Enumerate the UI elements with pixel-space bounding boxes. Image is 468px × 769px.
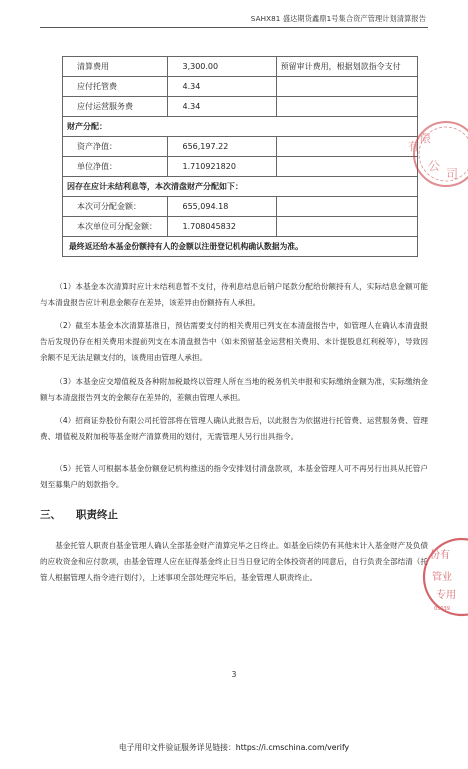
row-label: 清算费用 xyxy=(63,57,168,77)
table-row xyxy=(63,77,418,97)
liquidation-table xyxy=(62,56,418,257)
table-row xyxy=(63,97,418,117)
row-note xyxy=(276,217,417,237)
row-value: 1.710921820 xyxy=(168,157,276,177)
page-number: 3 xyxy=(231,670,237,679)
table-row xyxy=(63,157,418,177)
svg-text:03039: 03039 xyxy=(434,606,450,612)
section-heading xyxy=(40,507,118,522)
row-label: 本次可分配金额： xyxy=(63,197,168,217)
document-header: SAHX81 盛达期货鑫鼎1号集合资产管理计划清算报告 xyxy=(250,14,426,23)
svg-text:专用: 专用 xyxy=(436,590,456,601)
row-note: 预留审计费用，根据划款指令支付 xyxy=(276,57,417,77)
note-paragraph-3: （3）本基金应交增值税及各种附加税最终以管理人所在当地的税务机关申报和实际缴纳金额为准，实际缴纳金额与本清盘报告列支的金额存在差异的，差额由管理人承担。 xyxy=(40,377,428,402)
svg-text:公: 公 xyxy=(428,159,441,173)
note-paragraph-1: （1）本基金本次清算时应计未结利息暂不支付，待利息结息后销户尾款分配给份额持有人，实际结息金额可能与本清盘报告应计利息金额存在差异，该差异由份额持有人承担。 xyxy=(40,282,428,307)
section-row xyxy=(63,177,418,197)
table-row xyxy=(63,137,418,157)
row-label: 本次单位可分配金额： xyxy=(63,217,168,237)
row-note xyxy=(276,97,417,117)
table-row xyxy=(63,217,418,237)
row-value: 656,197.22 xyxy=(168,137,276,157)
svg-text:有: 有 xyxy=(408,140,419,153)
section-row xyxy=(63,117,418,137)
row-value: 4.34 xyxy=(168,77,276,97)
header-rule xyxy=(40,27,428,28)
svg-text:管业: 管业 xyxy=(432,572,452,583)
closing-paragraph: 基金托管人职责自基金管理人确认全部基金财产清算完毕之日终止。如基金后续仍有其他未计入基金财产及负债的应收资金和应付款项，由基金管理人应在征得基金终止日当日登记的全体投资者的同意后，自行负责全部结清（托管人根据管理人指令进行划付），上述事项全部处理完毕后，基金管理人职责终止。 xyxy=(40,541,428,582)
row-label: 应付托管费 xyxy=(63,77,168,97)
note-paragraph-2: （2）截至本基金本次清算基准日，预估需要支付的相关费用已列支在本清盘报告中，如管理人在确认本清盘报告后发现仍存在相关费用未提前列支在本清盘报告中（如未预留基金运营相关费用、未计提股息红利税等），导致因余额不足无法足额支付的，该费用由管理人承担。 xyxy=(40,321,428,362)
note-paragraph-5: （5）托管人可根据本基金份额登记机构推送的指令安排划付清盘款项，本基金管理人可不再另行出具从托管户划至募集户的划款指令。 xyxy=(40,464,428,489)
section-title: 职责终止 xyxy=(76,509,118,521)
row-label: 资产净值： xyxy=(63,137,168,157)
company-seal-icon xyxy=(398,118,468,190)
row-value: 4.34 xyxy=(168,97,276,117)
row-value: 1.708045832 xyxy=(168,217,276,237)
svg-text:司: 司 xyxy=(446,167,459,181)
final-note-row xyxy=(63,237,418,257)
verification-footer: 电子用印文件验证服务详见链接：https://i.cmschina.com/verify xyxy=(118,743,350,752)
row-value: 3,300.00 xyxy=(168,57,276,77)
row-note xyxy=(276,197,417,217)
svg-text:份有: 份有 xyxy=(430,550,450,561)
row-note xyxy=(276,157,417,177)
row-note xyxy=(276,137,417,157)
section-number: 三、 xyxy=(40,509,61,521)
row-note xyxy=(276,77,417,97)
svg-text:限: 限 xyxy=(420,132,431,145)
table-row xyxy=(63,57,418,77)
note-paragraph-4: （4）招商证券股份有限公司托管部将在管理人确认此报告后，以此报告为依据进行托管费、运营服务费、管理费、增值税及附加税等基金财产清算费用的划付，无需管理人另行出具指令。 xyxy=(40,416,428,441)
row-label: 应付运营服务费 xyxy=(63,97,168,117)
section-assets-label: 财产分配： xyxy=(63,117,418,137)
table-row xyxy=(63,197,418,217)
row-label: 单位净值： xyxy=(63,157,168,177)
final-note: 最终返还给本基金份额持有人的金额以注册登记机构确认数据为准。 xyxy=(63,237,418,257)
row-value: 655,094.18 xyxy=(168,197,276,217)
section-interest-label: 因存在应计未结利息等，本次清盘财产分配如下： xyxy=(63,177,418,197)
custody-seal-icon xyxy=(412,534,468,620)
